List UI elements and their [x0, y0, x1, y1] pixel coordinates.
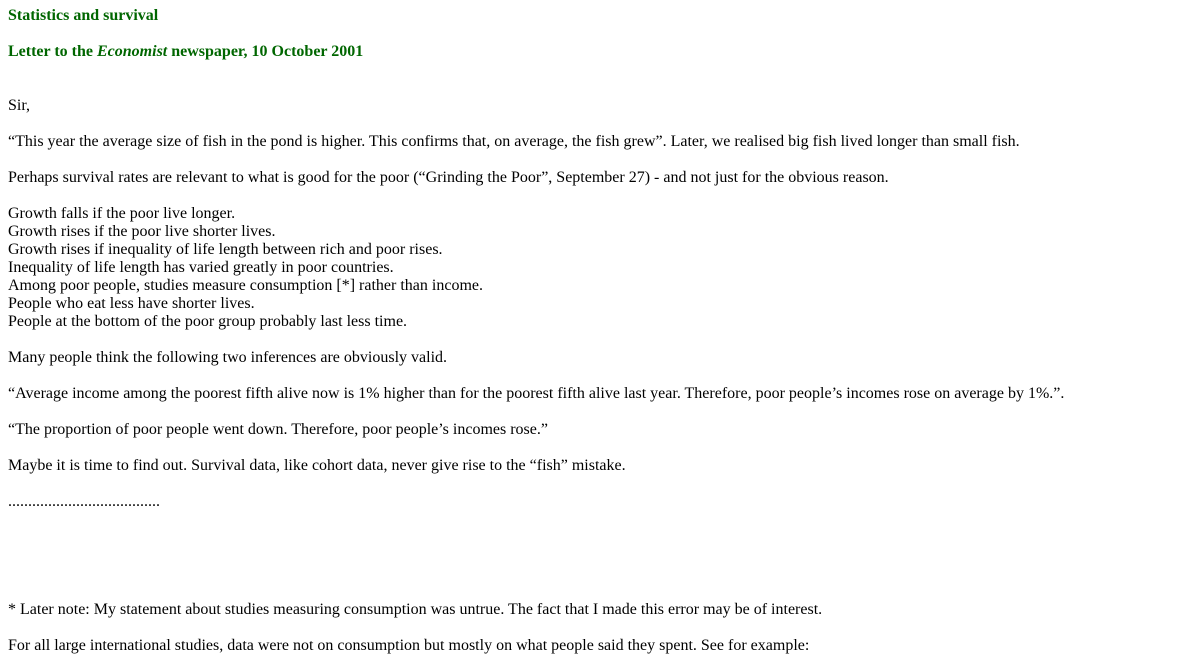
points-list	[8, 205, 1192, 331]
paragraph-fish: “This year the average size of fish in the pond is higher. This confirms that, on average, the fish grew”. Later, we realised big fish lived longer than small fish.	[8, 133, 1020, 150]
dotted-separator: ......................................	[8, 493, 160, 510]
subtitle-suffix: newspaper, 10 October 2001	[167, 43, 364, 60]
list-item: Growth rises if inequality of life length between rich and poor rises.	[8, 241, 443, 258]
quote-proportion: “The proportion of poor people went down. Therefore, poor people’s incomes rose.”	[8, 421, 548, 438]
list-item: People who eat less have shorter lives.	[8, 295, 255, 312]
list-item: Among poor people, studies measure consumption [*] rather than income.	[8, 277, 483, 294]
spacer	[8, 79, 1192, 97]
paragraph-survival: Perhaps survival rates are relevant to what is good for the poor (“Grinding the Poor”, September 27) - and not just for the obvious reason.	[8, 169, 889, 186]
spacer	[8, 529, 1192, 601]
final-line: For all large international studies, data were not on consumption but mostly on what people said they spent. See for example:	[8, 637, 810, 654]
list-item: Inequality of life length has varied greatly in poor countries.	[8, 259, 394, 276]
quote-income: “Average income among the poorest fifth alive now is 1% higher than for the poorest fifth alive last year. Therefore, poor people’s incomes rose on average by 1%.”.	[8, 385, 1065, 402]
salutation: Sir,	[8, 97, 31, 114]
page-title: Statistics and survival	[8, 7, 159, 24]
paragraph-maybe: Maybe it is time to find out. Survival data, like cohort data, never give rise to the “fish” mistake.	[8, 457, 626, 474]
list-item: Growth rises if the poor live shorter lives.	[8, 223, 276, 240]
list-item: Growth falls if the poor live longer.	[8, 205, 236, 222]
publication-name: Economist	[97, 43, 168, 60]
list-item: People at the bottom of the poor group probably last less time.	[8, 313, 408, 330]
subtitle-prefix: Letter to the	[8, 43, 97, 60]
letter-subtitle	[8, 43, 1192, 61]
later-note: * Later note: My statement about studies measuring consumption was untrue. The fact that I made this error may be of interest.	[8, 601, 823, 618]
paragraph-inferences: Many people think the following two inferences are obviously valid.	[8, 349, 448, 366]
